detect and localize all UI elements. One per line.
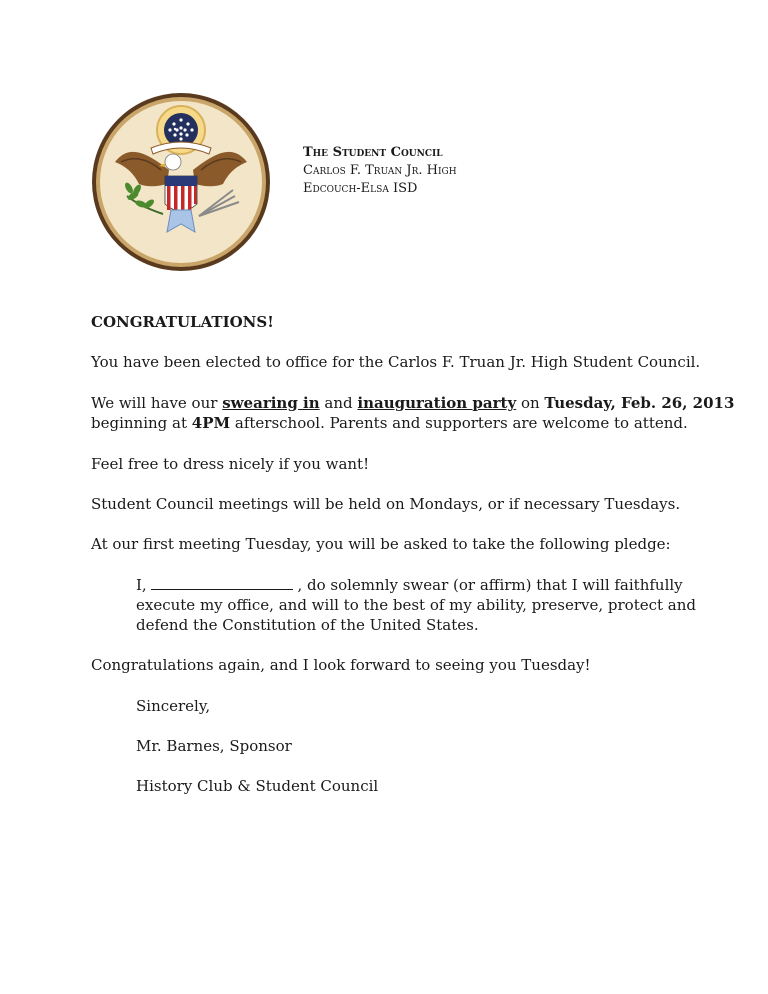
event-paragraph-line1 bbox=[91, 393, 734, 413]
inauguration-party-text: inauguration party bbox=[357, 394, 517, 412]
dress-paragraph: Feel free to dress nicely if you want! bbox=[91, 455, 370, 473]
district-name: Edcouch-Elsa ISD bbox=[303, 181, 418, 196]
event-text: afterschool. Parents and supporters are welcome to attend. bbox=[230, 414, 688, 432]
pledge-text: , do solemnly swear (or affirm) that I will faithfully bbox=[292, 576, 683, 594]
event-paragraph-line2 bbox=[91, 413, 688, 433]
signature-title: History Club & Student Council bbox=[136, 777, 379, 795]
name-blank-line bbox=[151, 575, 293, 590]
organization-name: The Student Council bbox=[303, 145, 443, 160]
election-paragraph: You have been elected to office for the Carlos F. Truan Jr. High Student Council. bbox=[91, 353, 701, 371]
event-text: on bbox=[516, 394, 545, 412]
pledge-line-1 bbox=[136, 575, 683, 595]
signature-name: Mr. Barnes, Sponsor bbox=[136, 737, 292, 755]
event-text: beginning at bbox=[91, 414, 192, 432]
letterhead bbox=[303, 144, 457, 198]
meetings-paragraph: Student Council meetings will be held on Mondays, or if necessary Tuesdays. bbox=[91, 495, 681, 513]
pledge-line-2: execute my office, and will to the best of my ability, preserve, protect and bbox=[136, 596, 697, 614]
event-time: 4PM bbox=[191, 414, 231, 432]
greeting-heading: CONGRATULATIONS! bbox=[91, 313, 274, 331]
closing-paragraph: Congratulations again, and I look forward to seeing you Tuesday! bbox=[91, 656, 591, 674]
great-seal-emblem bbox=[91, 92, 271, 272]
event-text: We will have our bbox=[91, 394, 223, 412]
swearing-in-text: swearing in bbox=[222, 394, 320, 412]
event-date: Tuesday, Feb. 26, 2013 bbox=[544, 394, 735, 412]
event-text: and bbox=[319, 394, 358, 412]
pledge-line-3: defend the Constitution of the United States. bbox=[136, 616, 479, 634]
school-name: Carlos F. Truan Jr. High bbox=[303, 163, 457, 178]
pledge-intro: At our first meeting Tuesday, you will be asked to take the following pledge: bbox=[91, 535, 671, 553]
pledge-text: I, bbox=[136, 576, 147, 594]
closing-salutation: Sincerely, bbox=[136, 697, 211, 715]
